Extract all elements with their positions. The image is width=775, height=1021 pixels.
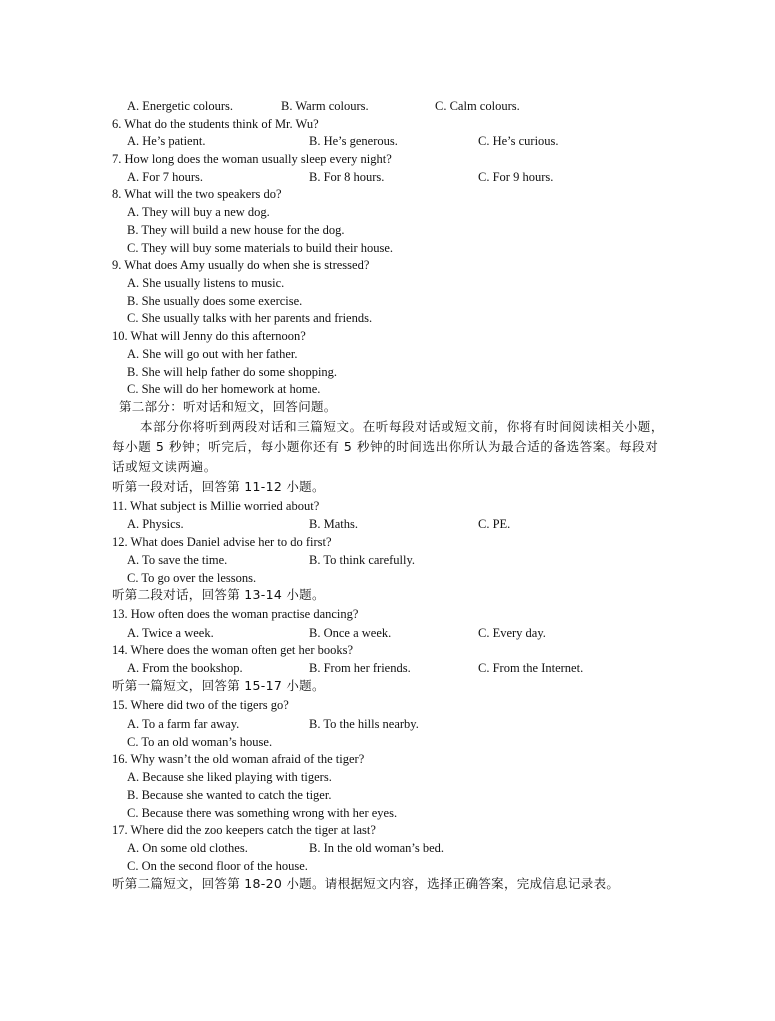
q9-option-b: B. She usually does some exercise. bbox=[127, 294, 303, 308]
q7-option-a: A. For 7 hours. bbox=[127, 170, 204, 184]
q10-option-b: B. She will help father do some shopping. bbox=[127, 365, 338, 379]
q6-option-c: C. He’s curious. bbox=[478, 134, 559, 148]
q15-stem: 15. Where did two of the tigers go? bbox=[112, 698, 289, 712]
q8-option-a: A. They will buy a new dog. bbox=[127, 205, 270, 219]
q6-option-a: A. He’s patient. bbox=[127, 134, 206, 148]
q10-option-a: A. She will go out with her father. bbox=[127, 347, 298, 361]
q6-option-b: B. He’s generous. bbox=[309, 134, 398, 148]
passage2-heading: 听第二篇短文，回答第 18-20 小题。请根据短文内容，选择正确答案，完成信息记录表。 bbox=[112, 876, 620, 891]
q8-option-b: B. They will build a new house for the dog. bbox=[127, 223, 345, 237]
q16-option-c: C. Because there was something wrong with her eyes. bbox=[127, 806, 398, 820]
q17-stem: 17. Where did the zoo keepers catch the tiger at last? bbox=[112, 823, 376, 837]
q12-option-c: C. To go over the lessons. bbox=[127, 571, 257, 585]
q14-stem: 14. Where does the woman often get her books? bbox=[112, 643, 354, 657]
q10-option-c: C. She will do her homework at home. bbox=[127, 382, 321, 396]
q9-option-c: C. She usually talks with her parents and friends. bbox=[127, 311, 373, 325]
q17-option-a: A. On some old clothes. bbox=[127, 841, 248, 855]
q12-option-a: A. To save the time. bbox=[127, 553, 228, 567]
q5-option-c: C. Calm colours. bbox=[435, 99, 520, 113]
q12-stem: 12. What does Daniel advise her to do first? bbox=[112, 535, 332, 549]
q16-stem: 16. Why wasn’t the old woman afraid of the tiger? bbox=[112, 752, 365, 766]
q8-stem: 8. What will the two speakers do? bbox=[112, 187, 282, 201]
q9-stem: 9. What does Amy usually do when she is stressed? bbox=[112, 258, 370, 272]
part2-instructions: 本部分你将听到两段对话和三篇短文。在听每段对话或短文前，你将有时间阅读相关小题，每小题 5 秒钟；听完后，每小题你还有 5 秒钟的时间选出你所认为最合适的备选答案。每段对话或短文读两遍。 bbox=[112, 419, 665, 474]
q5-option-b: B. Warm colours. bbox=[281, 99, 369, 113]
q7-stem: 7. How long does the woman usually sleep every night? bbox=[112, 152, 392, 166]
q7-option-b: B. For 8 hours. bbox=[309, 170, 385, 184]
part2-title: 第二部分：听对话和短文，回答问题。 bbox=[119, 399, 337, 414]
q13-option-c: C. Every day. bbox=[478, 626, 546, 640]
q13-option-a: A. Twice a week. bbox=[127, 626, 214, 640]
q15-option-a: A. To a farm far away. bbox=[127, 717, 240, 731]
q9-option-a: A. She usually listens to music. bbox=[127, 276, 285, 290]
q17-option-c: C. On the second floor of the house. bbox=[127, 859, 308, 873]
q13-stem: 13. How often does the woman practise dancing? bbox=[112, 607, 359, 621]
q5-option-a: A. Energetic colours. bbox=[127, 99, 233, 113]
q11-stem: 11. What subject is Millie worried about? bbox=[112, 499, 320, 513]
q11-option-a: A. Physics. bbox=[127, 517, 184, 531]
q17-option-b: B. In the old woman’s bed. bbox=[309, 841, 445, 855]
dialogue2-heading: 听第二段对话，回答第 13-14 小题。 bbox=[112, 587, 325, 602]
q13-option-b: B. Once a week. bbox=[309, 626, 392, 640]
q14-option-a: A. From the bookshop. bbox=[127, 661, 243, 675]
q11-option-c: C. PE. bbox=[478, 517, 511, 531]
q7-option-c: C. For 9 hours. bbox=[478, 170, 554, 184]
q14-option-b: B. From her friends. bbox=[309, 661, 411, 675]
q8-option-c: C. They will buy some materials to build their house. bbox=[127, 241, 394, 255]
q12-option-b: B. To think carefully. bbox=[309, 553, 416, 567]
q10-stem: 10. What will Jenny do this afternoon? bbox=[112, 329, 306, 343]
q11-option-b: B. Maths. bbox=[309, 517, 358, 531]
q15-option-b: B. To the hills nearby. bbox=[309, 717, 419, 731]
dialogue1-heading: 听第一段对话，回答第 11-12 小题。 bbox=[112, 479, 325, 494]
q15-option-c: C. To an old woman’s house. bbox=[127, 735, 273, 749]
q6-stem: 6. What do the students think of Mr. Wu? bbox=[112, 117, 319, 131]
q14-option-c: C. From the Internet. bbox=[478, 661, 584, 675]
q16-option-a: A. Because she liked playing with tigers. bbox=[127, 770, 332, 784]
passage1-heading: 听第一篇短文，回答第 15-17 小题。 bbox=[112, 678, 325, 693]
q16-option-b: B. Because she wanted to catch the tiger. bbox=[127, 788, 332, 802]
